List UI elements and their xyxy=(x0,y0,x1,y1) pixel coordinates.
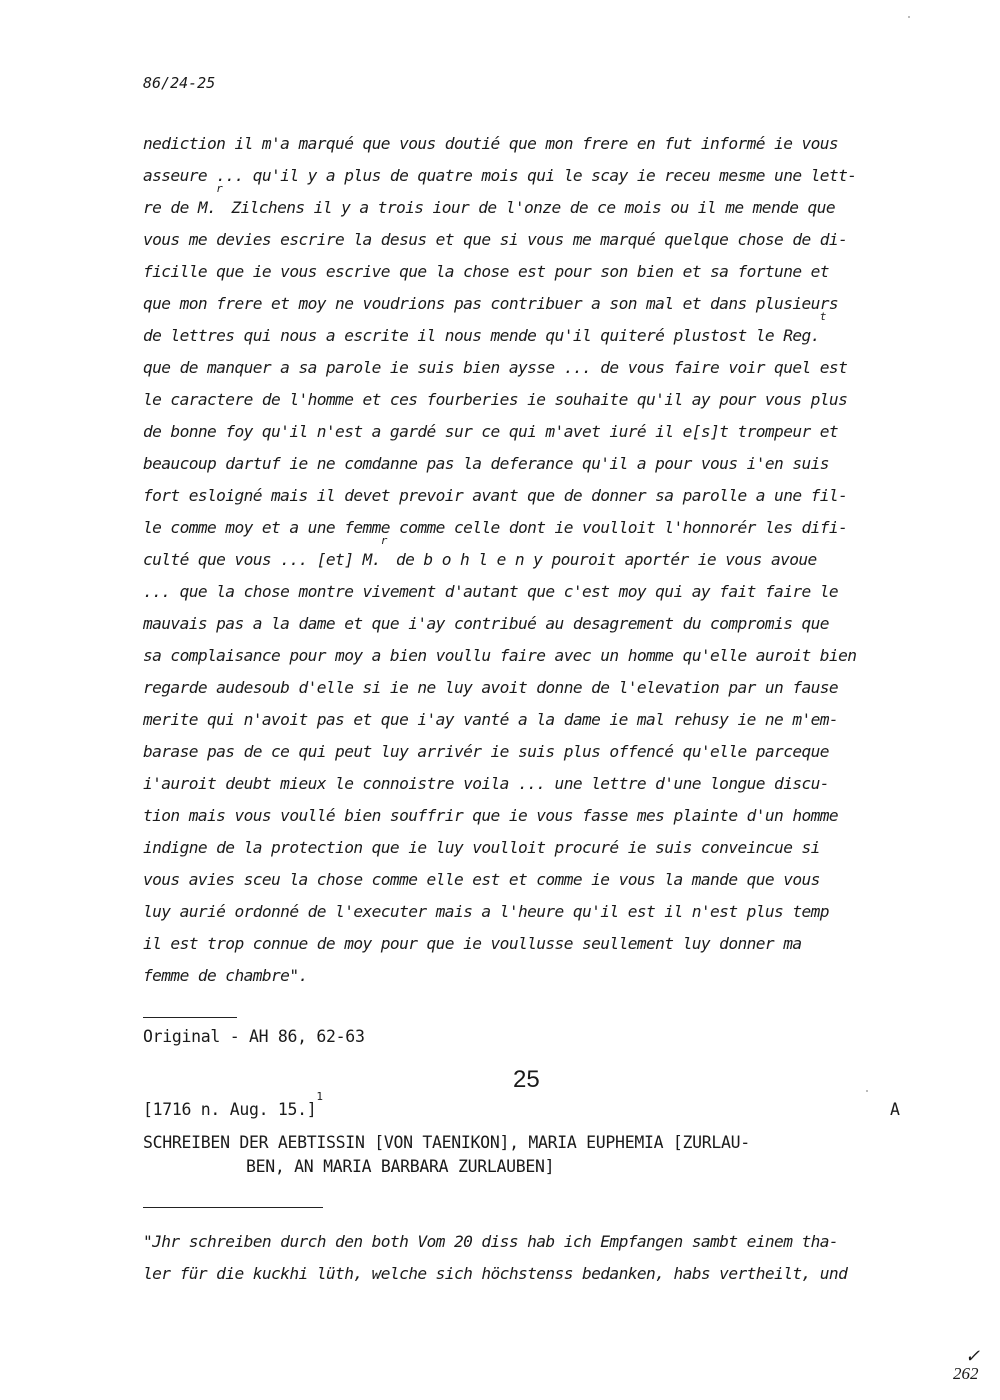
superscript: r xyxy=(380,534,387,547)
text-segment: Zilchens il y a trois iour de l'onze de ce mois ou il me mende que xyxy=(222,198,835,217)
source-note: Original - AH 86, 62-63 xyxy=(143,1027,365,1046)
text-line xyxy=(143,182,933,224)
text-line xyxy=(143,576,933,608)
document-number: 25 xyxy=(513,1066,540,1093)
text-segment: que de manquer a sa parole ie suis bien aysse ... de vous faire voir quel est xyxy=(143,358,848,377)
text-line xyxy=(143,864,933,896)
text-segment: ficille que ie vous escrive que la chose est pour son bien et sa fortune et xyxy=(143,262,829,281)
check-mark-icon: ✓ xyxy=(965,1346,981,1366)
text-line xyxy=(143,736,933,768)
text-line xyxy=(143,448,933,480)
text-segment: asseure ... qu'il y a plus de quatre mois qui le scay ie receu mesme une lett- xyxy=(143,166,857,185)
section-divider xyxy=(143,1017,237,1018)
text-segment: vous me devies escrire la desus et que si vous me marqué quelque chose de di- xyxy=(143,230,848,249)
next-letter-text xyxy=(143,1226,933,1290)
text-segment: ... que la chose montre vivement d'autant que c'est moy qui ay fait faire le xyxy=(143,582,839,601)
text-line xyxy=(143,928,933,960)
text-line xyxy=(143,960,933,992)
date-line xyxy=(143,1090,323,1119)
text-line xyxy=(143,224,933,256)
text-line xyxy=(143,534,933,576)
text-line xyxy=(143,608,933,640)
superscript: r xyxy=(216,182,223,195)
text-line xyxy=(143,256,933,288)
text-segment: regarde audesoub d'elle si ie ne luy avoit donne de l'elevation par un fause xyxy=(143,678,839,697)
text-segment: il est trop connue de moy pour que ie voullusse seullement luy donner ma xyxy=(143,934,802,953)
text-segment: culté que vous ... [et] M. xyxy=(143,550,381,569)
text-line xyxy=(143,704,933,736)
text-line xyxy=(143,288,933,320)
handwritten-page-mark xyxy=(953,1348,987,1386)
text-segment: de lettres qui nous a escrite il nous mende qu'il quiteré plustost le Reg. xyxy=(143,326,820,345)
text-segment: femme de chambre". xyxy=(143,966,308,985)
text-line xyxy=(143,310,933,352)
text-segment: merite qui n'avoit pas et que i'ay vanté a la dame ie mal rehusy ie ne m'em- xyxy=(143,710,839,729)
text-segment: le caractere de l'homme et ces fourberies ie souhaite qu'il ay pour vous plus xyxy=(143,390,848,409)
page-reference: 86/24-25 xyxy=(143,74,216,92)
footnote-marker: 1 xyxy=(316,1090,323,1103)
text-segment: le comme moy et a une femme comme celle dont ie voulloit l'honnorér les difi- xyxy=(143,518,848,537)
document-heading-line-1: SCHREIBEN DER AEBTISSIN [VON TAENIKON], MARIA EUPHEMIA [ZURLAU- xyxy=(143,1133,750,1152)
text-segment: barase pas de ce qui peut luy arrivér ie suis plus offencé qu'elle parceque xyxy=(143,742,829,761)
scan-speck xyxy=(866,1090,868,1092)
text-line xyxy=(143,160,933,192)
text-segment: fort esloigné mais il devet prevoir avant que de donner sa parolle a une fil- xyxy=(143,486,848,505)
text-line: ler für die kuckhi lüth, welche sich höchstenss bedanken, habs vertheilt, und xyxy=(143,1264,848,1283)
superscript: t xyxy=(819,310,826,323)
scan-speck xyxy=(908,16,910,18)
text-segment: nediction il m'a marqué que vous doutié que mon frere en fut informé ie vous xyxy=(143,134,839,153)
text-segment: que mon frere et moy ne voudrions pas contribuer a son mal et dans plusieurs xyxy=(143,294,839,313)
heading-divider xyxy=(143,1207,323,1208)
text-line xyxy=(143,416,933,448)
text-segment: luy aurié ordonné de l'executer mais a l'heure qu'il est il n'est plus temp xyxy=(143,902,829,921)
text-segment: tion mais vous voullé bien souffrir que ie vous fasse mes plainte d'un homme xyxy=(143,806,839,825)
text-line xyxy=(143,352,933,384)
text-segment: de b o h l e n y pouroit aportér ie vous avoue xyxy=(386,550,817,569)
text-line xyxy=(143,128,933,160)
text-line: "Jhr schreiben durch den both Vom 20 diss hab ich Empfangen sambt einem tha- xyxy=(143,1232,839,1251)
text-segment: de bonne foy qu'il n'est a gardé sur ce qui m'avet iuré il e[s]t trompeur et xyxy=(143,422,839,441)
handwritten-page-number: 262 xyxy=(953,1364,979,1383)
text-segment: beaucoup dartuf ie ne comdanne pas la deferance qu'il a pour vous i'en suis xyxy=(143,454,829,473)
text-line xyxy=(143,640,933,672)
text-line xyxy=(143,384,933,416)
text-line xyxy=(143,800,933,832)
text-segment: re de M. xyxy=(143,198,217,217)
text-line xyxy=(143,768,933,800)
date-text: [1716 n. Aug. 15.] xyxy=(143,1100,317,1119)
text-segment: vous avies sceu la chose comme elle est et comme ie vous la mande que vous xyxy=(143,870,820,889)
text-segment: mauvais pas a la dame et que i'ay contribué au desagrement du compromis que xyxy=(143,614,829,633)
text-line xyxy=(143,896,933,928)
text-line xyxy=(143,480,933,512)
letter-text-body xyxy=(143,128,933,992)
text-segment: i'auroit deubt mieux le connoistre voila ... une lettre d'une longue discu- xyxy=(143,774,829,793)
text-segment: sa complaisance pour moy a bien voullu faire avec un homme qu'elle auroit bien xyxy=(143,646,857,665)
text-line xyxy=(143,672,933,704)
text-line xyxy=(143,512,933,544)
text-segment: indigne de la protection que ie luy voulloit procuré ie suis conveincue si xyxy=(143,838,820,857)
document-letter: A xyxy=(890,1100,900,1119)
text-line xyxy=(143,832,933,864)
document-heading-line-2: BEN, AN MARIA BARBARA ZURLAUBEN] xyxy=(246,1157,555,1176)
